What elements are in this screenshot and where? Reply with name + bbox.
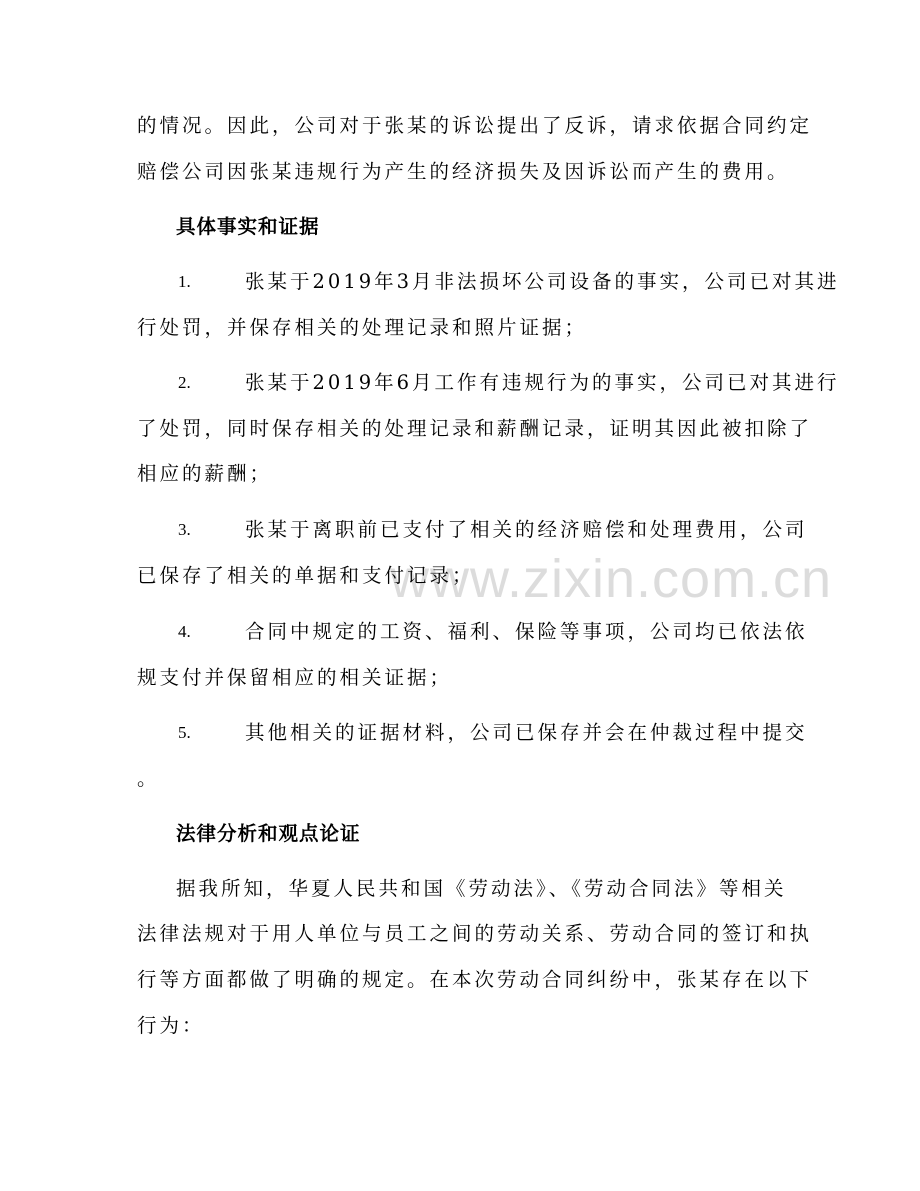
paragraph-line: 行为： <box>137 1014 205 1037</box>
paragraph-line: 法律法规对于用人单位与员工之间的劳动关系、劳动合同的签订和执 <box>137 922 813 945</box>
list-item-text: 。 <box>137 767 157 790</box>
watermark: www.zixin.com.cn <box>390 549 833 609</box>
list-item-text: 张某于离职前已支付了相关的经济赔偿和处理费用，公司 <box>245 518 808 541</box>
list-item-number: 1. <box>178 272 191 291</box>
list-item-number: 2. <box>178 373 191 392</box>
list-item-text: 张某于2019年3月非法损坏公司设备的事实，公司已对其进 <box>245 270 840 293</box>
section-heading-analysis: 法律分析和观点论证 <box>176 822 361 845</box>
list-item-text: 其他相关的证据材料，公司已保存并会在仲裁过程中提交 <box>245 721 808 744</box>
list-item-text: 了处罚，同时保存相关的处理记录和薪酬记录，证明其因此被扣除了 <box>137 417 813 440</box>
list-item-number: 3. <box>178 520 191 539</box>
paragraph-line: 行等方面都做了明确的规定。在本次劳动合同纠纷中，张某存在以下 <box>137 968 813 991</box>
intro-line-1: 的情况。因此，公司对于张某的诉讼提出了反诉，请求依据合同约定 <box>137 114 813 137</box>
intro-line-2: 赔偿公司因张某违规行为产生的经济损失及因诉讼而产生的费用。 <box>137 160 790 183</box>
list-item-number: 5. <box>178 723 191 742</box>
list-item-text: 已保存了相关的单据和支付记录； <box>137 564 475 587</box>
list-item-text: 张某于2019年6月工作有违规行为的事实，公司已对其进行 <box>245 371 840 394</box>
section-heading-facts: 具体事实和证据 <box>176 215 320 238</box>
list-item-text: 行处罚，并保存相关的处理记录和照片证据； <box>137 316 588 339</box>
paragraph-line: 据我所知，华夏人民共和国《劳动法》、《劳动合同法》等相关 <box>176 877 787 900</box>
list-item-text: 规支付并保留相应的相关证据； <box>137 666 453 689</box>
list-item-text: 相应的薪酬； <box>137 462 273 485</box>
list-item-number: 4. <box>178 622 191 641</box>
list-item-text: 合同中规定的工资、福利、保险等事项，公司均已依法依 <box>245 620 808 643</box>
